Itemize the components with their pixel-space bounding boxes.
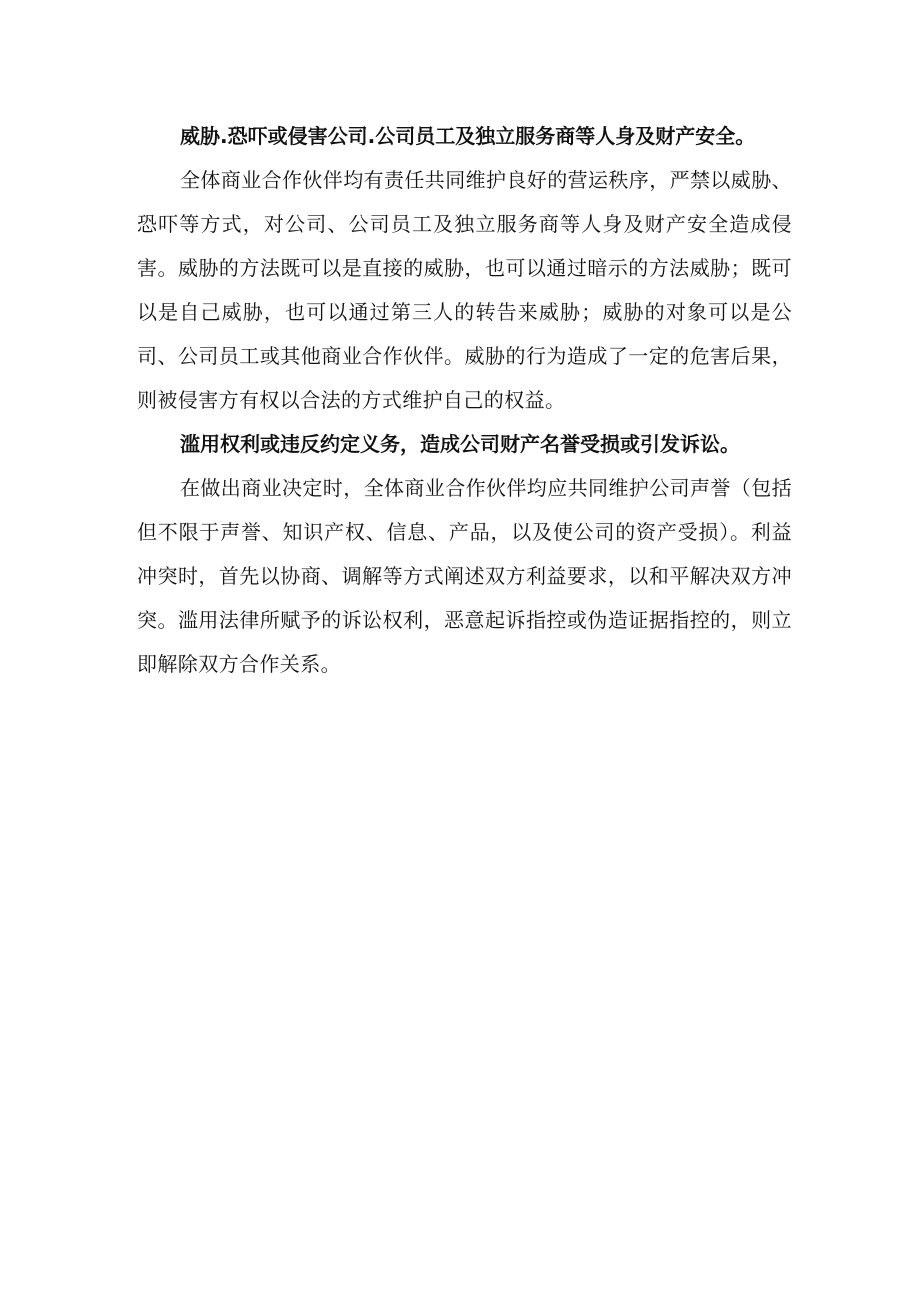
section-2-body: 在做出商业决定时，全体商业合作伙伴均应共同维护公司声誉（包括但不限于声誉、知识产权、信息、产品，以及使公司的资产受损）。利益冲突时，首先以协商、调解等方式阐述双方利益要求，以和平解决双方冲突。滥用法律所赋予的诉讼权利，恶意起诉指控或伪造证据指控的，则立即解除双方合作关系。 [137, 476, 792, 676]
document-content [137, 114, 792, 686]
section-1-heading: 威胁.恐吓或侵害公司.公司员工及独立服务商等人身及财产安全。 [180, 124, 756, 148]
section-2-heading: 滥用权利或违反约定义务，造成公司财产名誉受损或引发诉讼。 [180, 432, 740, 456]
section-1-body: 全体商业合作伙伴均有责任共同维护良好的营运秩序，严禁以威胁、恐吓等方式，对公司、公司员工及独立服务商等人身及财产安全造成侵害。威胁的方法既可以是直接的威胁，也可以通过暗示的方法威胁；既可以是自己威胁，也可以通过第三人的转告来威胁；威胁的对象可以是公司、公司员工或其他商业合作伙伴。威胁的行为造成了一定的危害后果，则被侵害方有权以合法的方式维护自己的权益。 [137, 168, 792, 412]
